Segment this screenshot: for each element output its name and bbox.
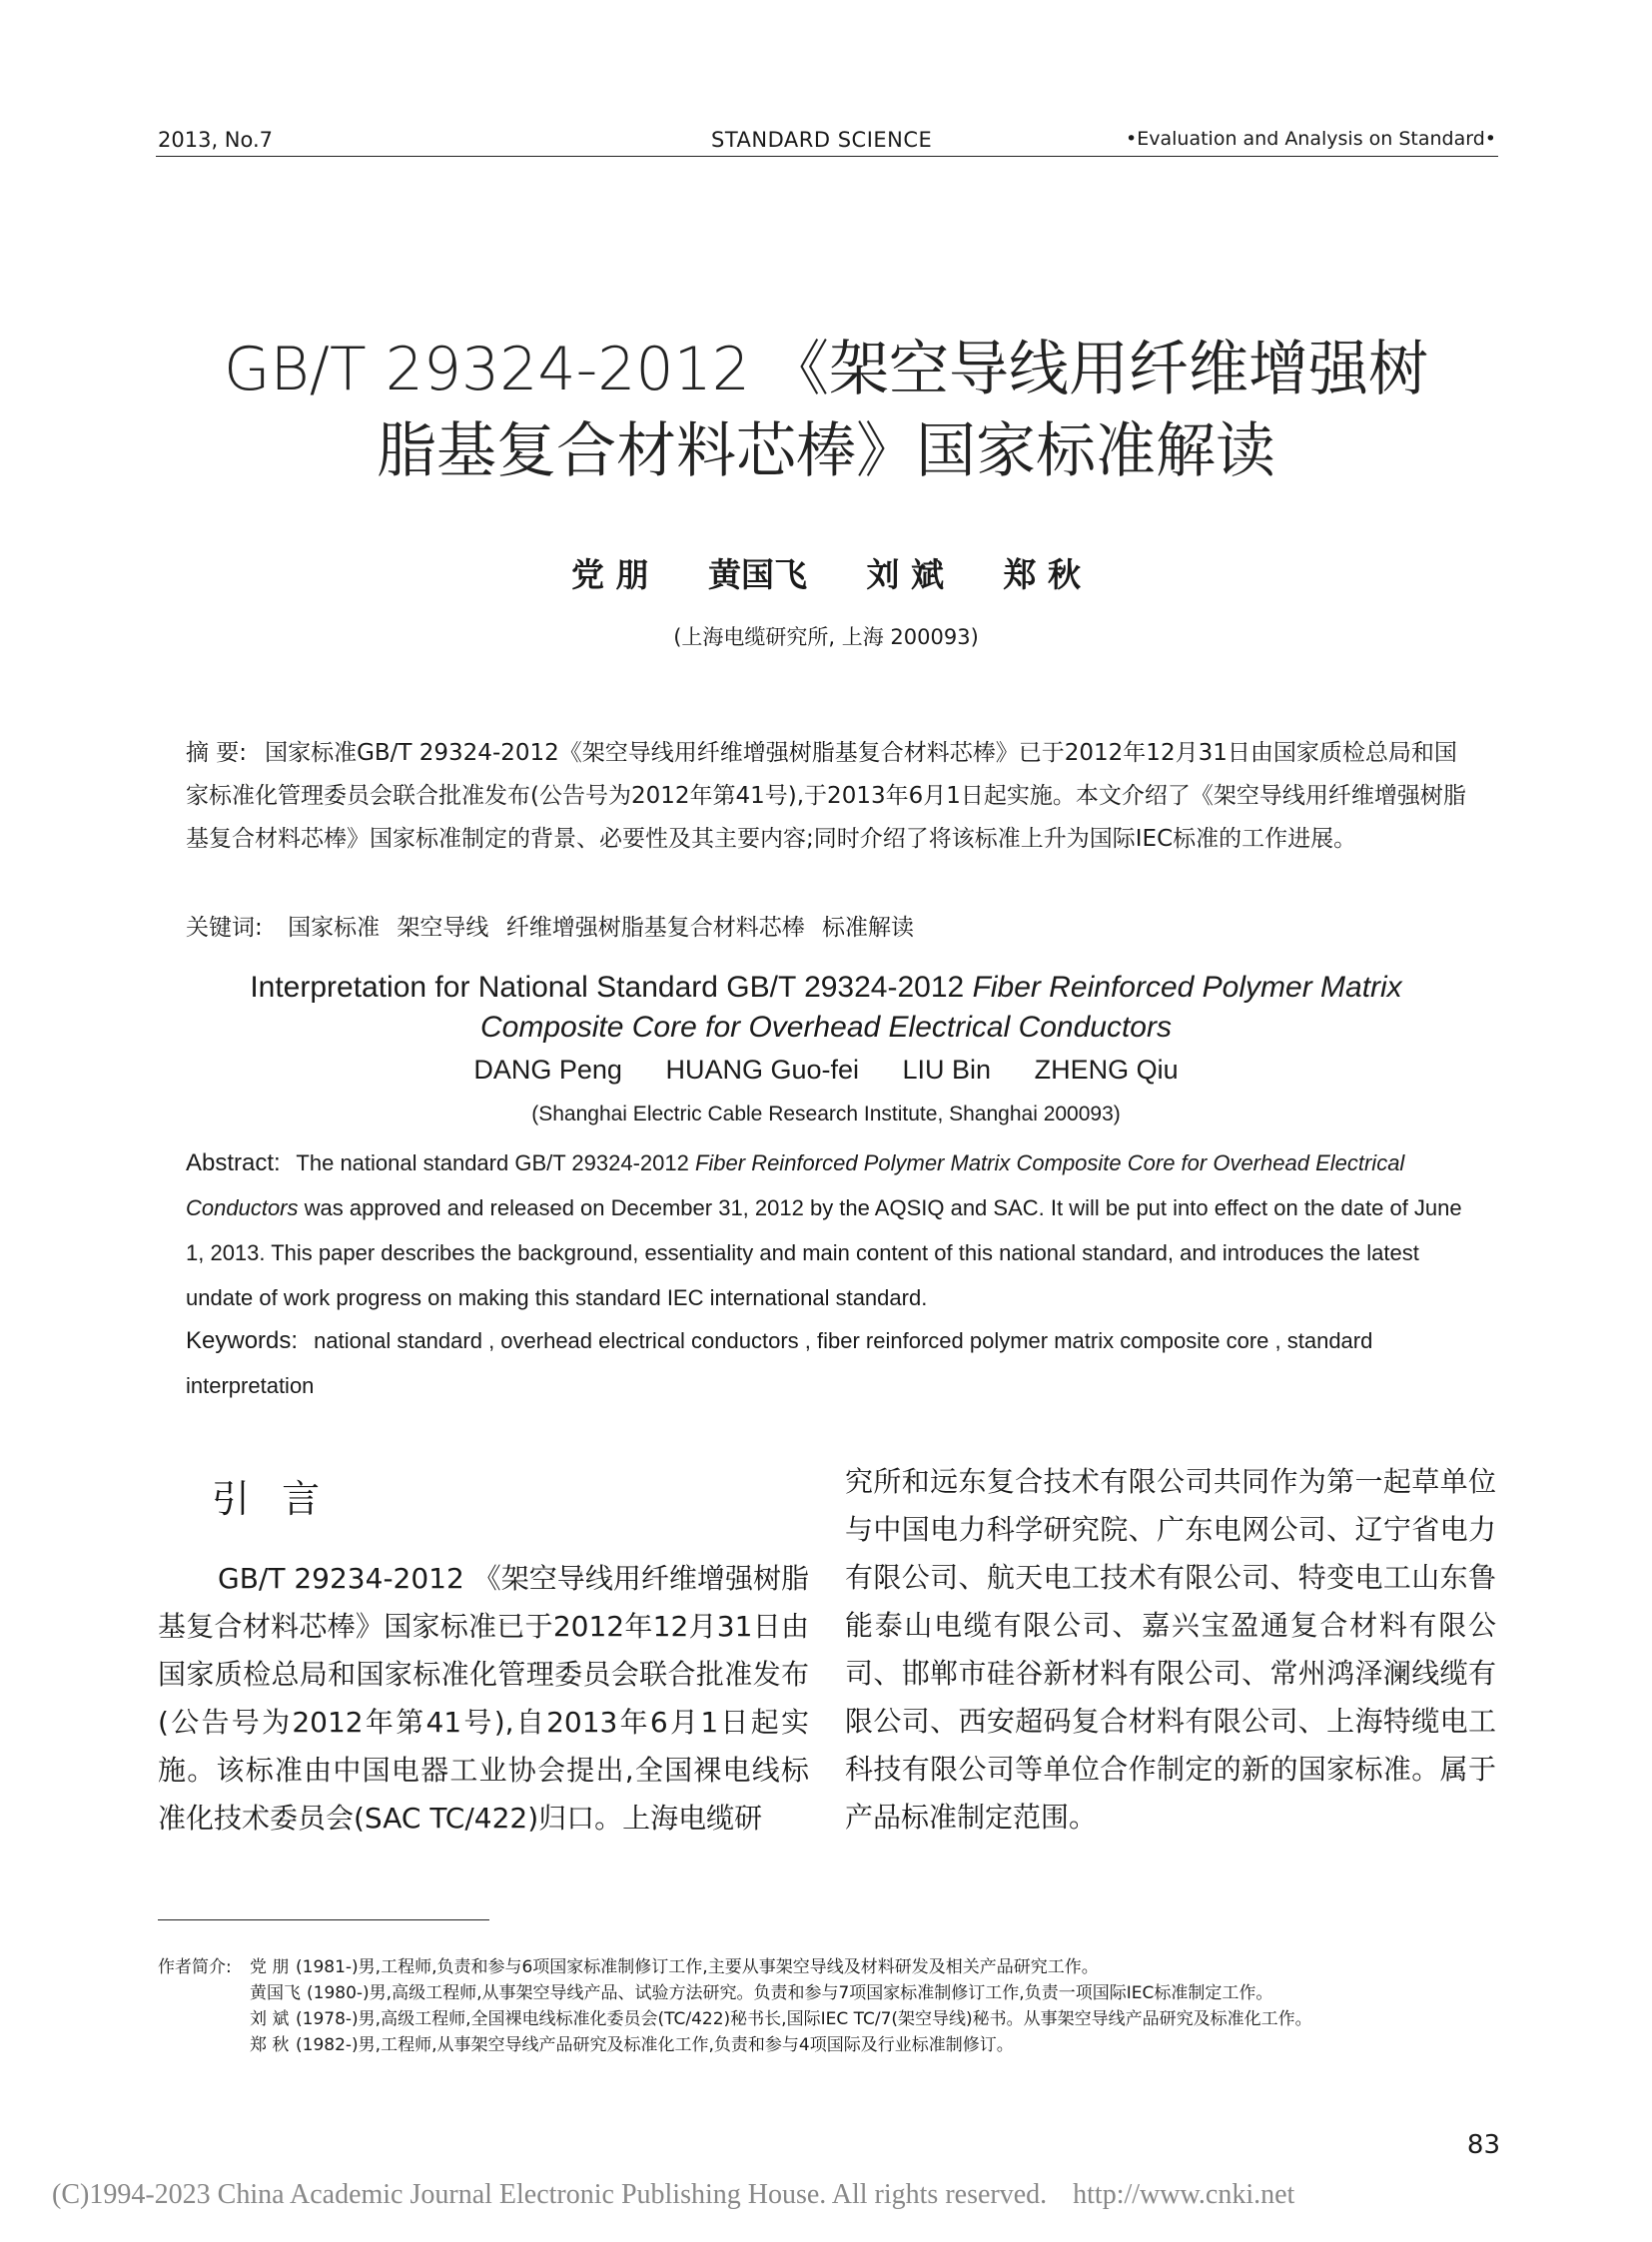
footnote-entry [158,2006,1500,2032]
author-en: ZHENG Qiu [1034,1055,1179,1085]
author-cn: 黄国飞 [708,555,807,594]
header-rule [156,156,1498,157]
abstract-en-pre: The national standard GB/T 29324-2012 [290,1150,695,1175]
body-right-column: 究所和远东复合技术有限公司共同作为第一起草单位与中国电力科学研究院、广东电网公司、辽宁省电力有限公司、航天电工技术有限公司、特变电工山东鲁能泰山电缆有限公司、嘉兴宝盈通复合材料有限公司、邯郸市硅谷新材料有限公司、常州鸿泽澜线缆有限公司、西安超码复合材料有限公司、上海特缆电工科技有限公司等单位合作制定的新的国家标准。属于产品标准制定范围。 [845,1465,1496,1834]
author-footnotes [158,1954,1500,2058]
keywords-cn-label: 关键词: [186,915,263,941]
footnote-label: 作者简介: [158,1957,232,1977]
keywords-cn [186,911,1474,945]
body-left-column: GB/T 29234-2012 《架空导线用纤维增强树脂基复合材料芯棒》国家标准已于2012年12月31日由国家质检总局和国家标准化管理委员会联合批准发布(公告号为2012年第41号),自2013年6月1日起实施。该标准由中国电器工业协会提出,全国裸电线标准化技术委员会(SAC TC/422)归口。上海电缆研 [158,1562,809,1835]
abstract-cn [186,732,1474,861]
keyword-cn: 国家标准 [288,915,381,941]
keywords-en [186,1318,1474,1408]
footnote-author: 黄国飞 [250,1983,301,2003]
paper-title-line-1: GB/T 29324-2012 《架空导线用纤维增强树 [223,335,1428,404]
footnote-author: 党 朋 [250,1957,290,1977]
footnote-author: 刘 斌 [250,2009,290,2029]
affiliation-cn: (上海电缆研究所, 上海 200093) [673,625,979,649]
authors-en [0,1055,1652,1086]
affiliation-en: (Shanghai Electric Cable Research Institute, Shanghai 200093) [531,1103,1121,1125]
section-heading-introduction: 引 言 [212,1477,331,1521]
copyright-watermark [52,2179,1610,2211]
keyword-cn: 架空导线 [397,915,489,941]
footnote-rule [158,1919,489,1920]
page-number: 83 [1466,2130,1500,2160]
paper-title-line-2: 脂基复合材料芯棒》国家标准解读 [377,416,1275,486]
journal-issue: 2013, No.7 [158,128,274,152]
english-title-line-2: Composite Core for Overhead Electrical Conductors [480,1011,1172,1044]
author-cn: 郑 秋 [1003,555,1081,594]
keyword-cn: 标准解读 [822,915,914,941]
abstract-cn-label: 摘 要: [186,740,248,766]
footnote-entry [158,1954,1500,1980]
abstract-en-post: was approved and released on December 31, 2012 by the AQSIQ and SAC. It will be put into effect on the date of June 1, 2013. This paper describes the background, essentiality and main content of this national standard, and introduces the latest undate of work progress on making this standard IEC international standard. [186,1195,1462,1310]
journal-name: STANDARD SCIENCE [711,128,933,152]
copyright-text: (C)1994-2023 China Academic Journal Electronic Publishing House. All rights reserved. [52,2179,1048,2210]
author-en: HUANG Guo-fei [665,1055,860,1085]
abstract-en-italic: Fiber Reinforced Polymer Matrix Composite Core for Overhead Electrical Conductors [186,1150,1405,1220]
footnote-entry [158,2032,1500,2058]
english-title-plain: Interpretation for National Standard GB/T 29324-2012 [250,971,973,1004]
journal-section: •Evaluation and Analysis on Standard• [1126,128,1496,150]
keywords-en-text: national standard , overhead electrical conductors , fiber reinforced polymer matrix composite core , standard interpretation [186,1328,1373,1398]
keyword-cn: 纤维增强树脂基复合材料芯棒 [505,915,805,941]
footnote-text: (1981-)男,工程师,负责和参与6项国家标准制修订工作,主要从事架空导线及材料研发及相关产品研究工作。 [296,1957,1099,1977]
keywords-en-label: Keywords: [186,1327,299,1354]
footnote-text: (1982-)男,工程师,从事架空导线产品研究及标准化工作,负责和参与4项国际及行业标准制修订。 [296,2035,1014,2055]
authors-cn [0,549,1652,596]
footnote-entry [158,1980,1500,2006]
author-cn: 党 朋 [571,555,649,594]
author-cn: 刘 斌 [866,555,944,594]
author-en: DANG Peng [473,1055,622,1085]
abstract-en [186,1140,1474,1320]
footnote-text: (1980-)男,高级工程师,从事架空导线产品、试验方法研究。负责和参与7项国家标准制修订工作,负责一项国际IEC标准制定工作。 [307,1983,1273,2003]
footnote-author: 郑 秋 [250,2035,290,2055]
abstract-cn-text: 国家标准GB/T 29324-2012《架空导线用纤维增强树脂基复合材料芯棒》已于2012年12月31日由国家质检总局和国家标准化管理委员会联合批准发布(公告号为2012年第41号),于2013年6月1日起实施。本文介绍了《架空导线用纤维增强树脂基复合材料芯棒》国家标准制定的背景、必要性及其主要内容;同时介绍了将该标准上升为国际IEC标准的工作进展。 [186,740,1466,852]
abstract-en-label: Abstract: [186,1149,281,1176]
author-en: LIU Bin [902,1055,992,1085]
copyright-url: http://www.cnki.net [1073,2179,1295,2210]
english-title-line-1 [0,971,1652,1005]
english-title-italic-1: Fiber Reinforced Polymer Matrix [972,971,1402,1004]
footnote-text: (1978-)男,高级工程师,全国裸电线标准化委员会(TC/422)秘书长,国际IEC TC/7(架空导线)秘书。从事架空导线产品研究及标准化工作。 [296,2009,1312,2029]
